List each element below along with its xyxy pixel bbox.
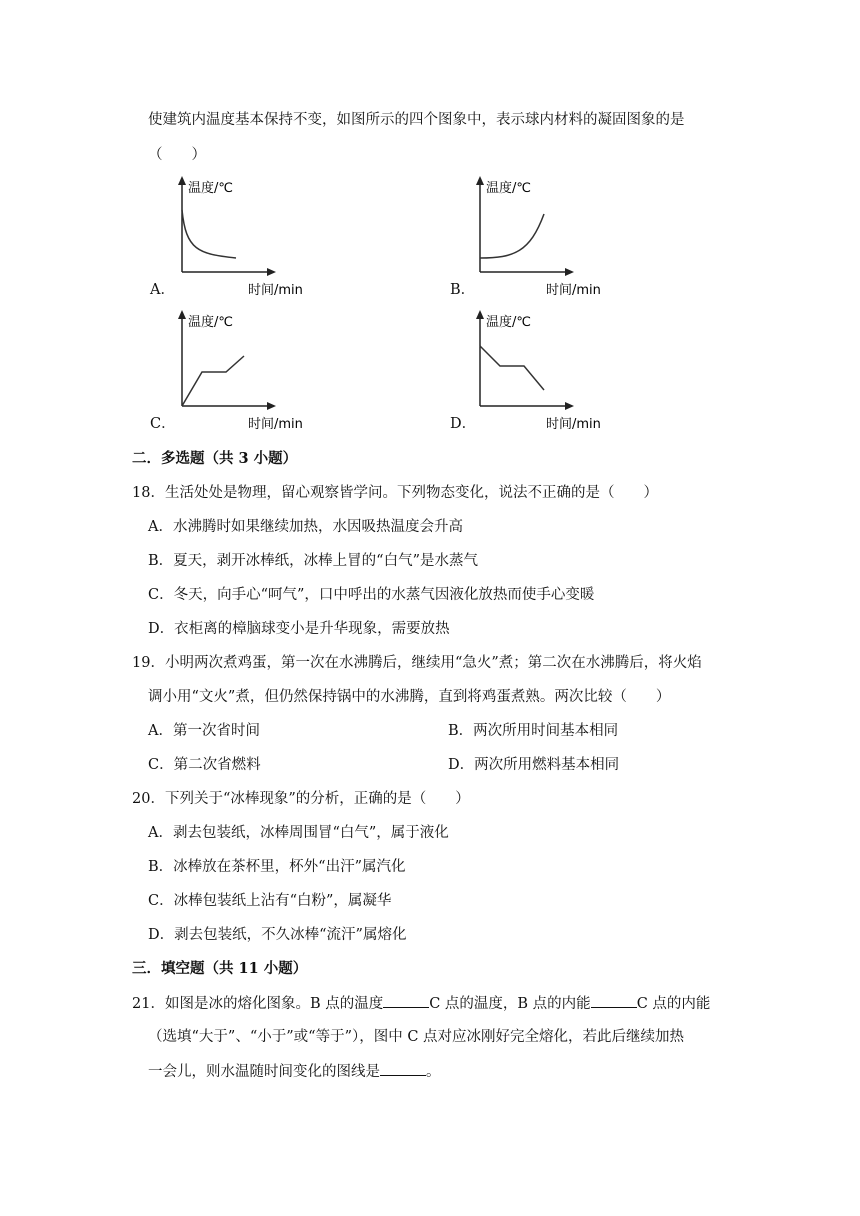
section-2-title: 二．多选题（共 3 小题） — [132, 450, 298, 467]
q21-line3-part-b: 。 — [426, 1064, 441, 1080]
x-axis-arrow — [565, 268, 574, 276]
q17-option-c-label: C． — [150, 416, 176, 432]
q20-option-a: A．剥去包装纸，冰棒周围冒“白气”，属于液化 — [148, 825, 449, 841]
q17-option-d-label: D． — [450, 416, 477, 432]
x-axis-arrow — [267, 268, 276, 276]
q21-blank-3[interactable] — [380, 1061, 426, 1076]
q20-stem: 20．下列关于“冰棒现象”的分析，正确的是（ ） — [132, 791, 470, 807]
y-axis-arrow — [178, 176, 186, 185]
q18-option-b: B．夏天，剥开冰棒纸，冰棒上冒的“白气”是水蒸气 — [148, 553, 478, 569]
q21-line1-part-c: C 点的内能 — [636, 996, 711, 1012]
q20-option-b: B．冰棒放在茶杯里，杯外“出汗”属汽化 — [148, 859, 406, 875]
q17-graph-d — [466, 306, 616, 436]
q19-option-b: B．两次所用时间基本相同 — [448, 723, 619, 739]
x-axis-arrow — [267, 402, 276, 410]
x-axis-label: 时间/min — [546, 417, 601, 432]
y-axis-label: 温度/℃ — [486, 315, 531, 330]
q17-option-b-label: B． — [450, 282, 476, 298]
q19-option-a: A．第一次省时间 — [148, 723, 260, 739]
increasing-curve — [480, 214, 544, 258]
q18-option-d: D．衣柜离的樟脑球变小是升华现象，需要放热 — [148, 621, 450, 637]
q19-option-d: D．两次所用燃料基本相同 — [448, 757, 620, 773]
section-3-title: 三．填空题（共 11 小题） — [132, 960, 308, 977]
q21-line2: （选填“大于”、“小于”或“等于”），图中 C 点对应冰刚好完全熔化，若此后继续加热 — [148, 1029, 685, 1045]
y-axis-label: 温度/℃ — [486, 181, 531, 196]
q18-option-a: A．水沸腾时如果继续加热，水因吸热温度会升高 — [148, 519, 463, 535]
q20-option-c: C．冰棒包装纸上沾有“白粉”，属凝华 — [148, 893, 392, 909]
q21-line1-part-b: C 点的温度，B 点的内能 — [429, 996, 591, 1012]
q21-blank-2[interactable] — [591, 993, 637, 1008]
q17-option-a-label: A． — [150, 282, 175, 298]
x-axis-label: 时间/min — [546, 283, 601, 298]
q19-stem-line1: 19．小明两次煮鸡蛋，第一次在水沸腾后，继续用“急火”煮；第二次在水沸腾后，将火焰 — [132, 655, 702, 671]
y-axis-arrow — [476, 310, 484, 319]
x-axis-arrow — [565, 402, 574, 410]
q21-line3 — [148, 1061, 441, 1082]
q21-line1 — [132, 993, 710, 1014]
y-axis-arrow — [178, 310, 186, 319]
q21-line1-part-a: 21．如图是冰的熔化图象。B 点的温度 — [132, 996, 384, 1012]
q18-option-c: C．冬天，向手心“呵气”，口中呼出的水蒸气因液化放热而使手心变暖 — [148, 587, 595, 603]
q17-graph-a — [168, 172, 318, 302]
solidifying-curve — [480, 346, 544, 390]
q21-blank-1[interactable] — [383, 993, 429, 1008]
q19-stem-line2: 调小用“文火”煮，但仍然保持锅中的水沸腾，直到将鸡蛋煮熟。两次比较（ ） — [148, 689, 671, 705]
q17-graph-b — [466, 172, 616, 302]
q17-stem-line1: 使建筑内温度基本保持不变，如图所示的四个图象中，表示球内材料的凝固图象的是 — [148, 112, 685, 128]
q17-stem-line2: （ ） — [148, 147, 206, 163]
melting-curve — [182, 356, 244, 406]
y-axis-label: 温度/℃ — [188, 181, 233, 196]
x-axis-label: 时间/min — [248, 417, 303, 432]
q18-stem: 18．生活处处是物理，留心观察皆学问。下列物态变化，说法不正确的是（ ） — [132, 485, 658, 501]
q19-option-c: C．第二次省燃料 — [148, 757, 261, 773]
q21-line3-part-a: 一会儿，则水温随时间变化的图线是 — [148, 1064, 380, 1080]
x-axis-label: 时间/min — [248, 283, 303, 298]
y-axis-label: 温度/℃ — [188, 315, 233, 330]
decreasing-curve — [182, 210, 236, 258]
q17-graph-c — [168, 306, 318, 436]
q20-option-d: D．剥去包装纸，不久冰棒“流汗”属熔化 — [148, 927, 407, 943]
y-axis-arrow — [476, 176, 484, 185]
